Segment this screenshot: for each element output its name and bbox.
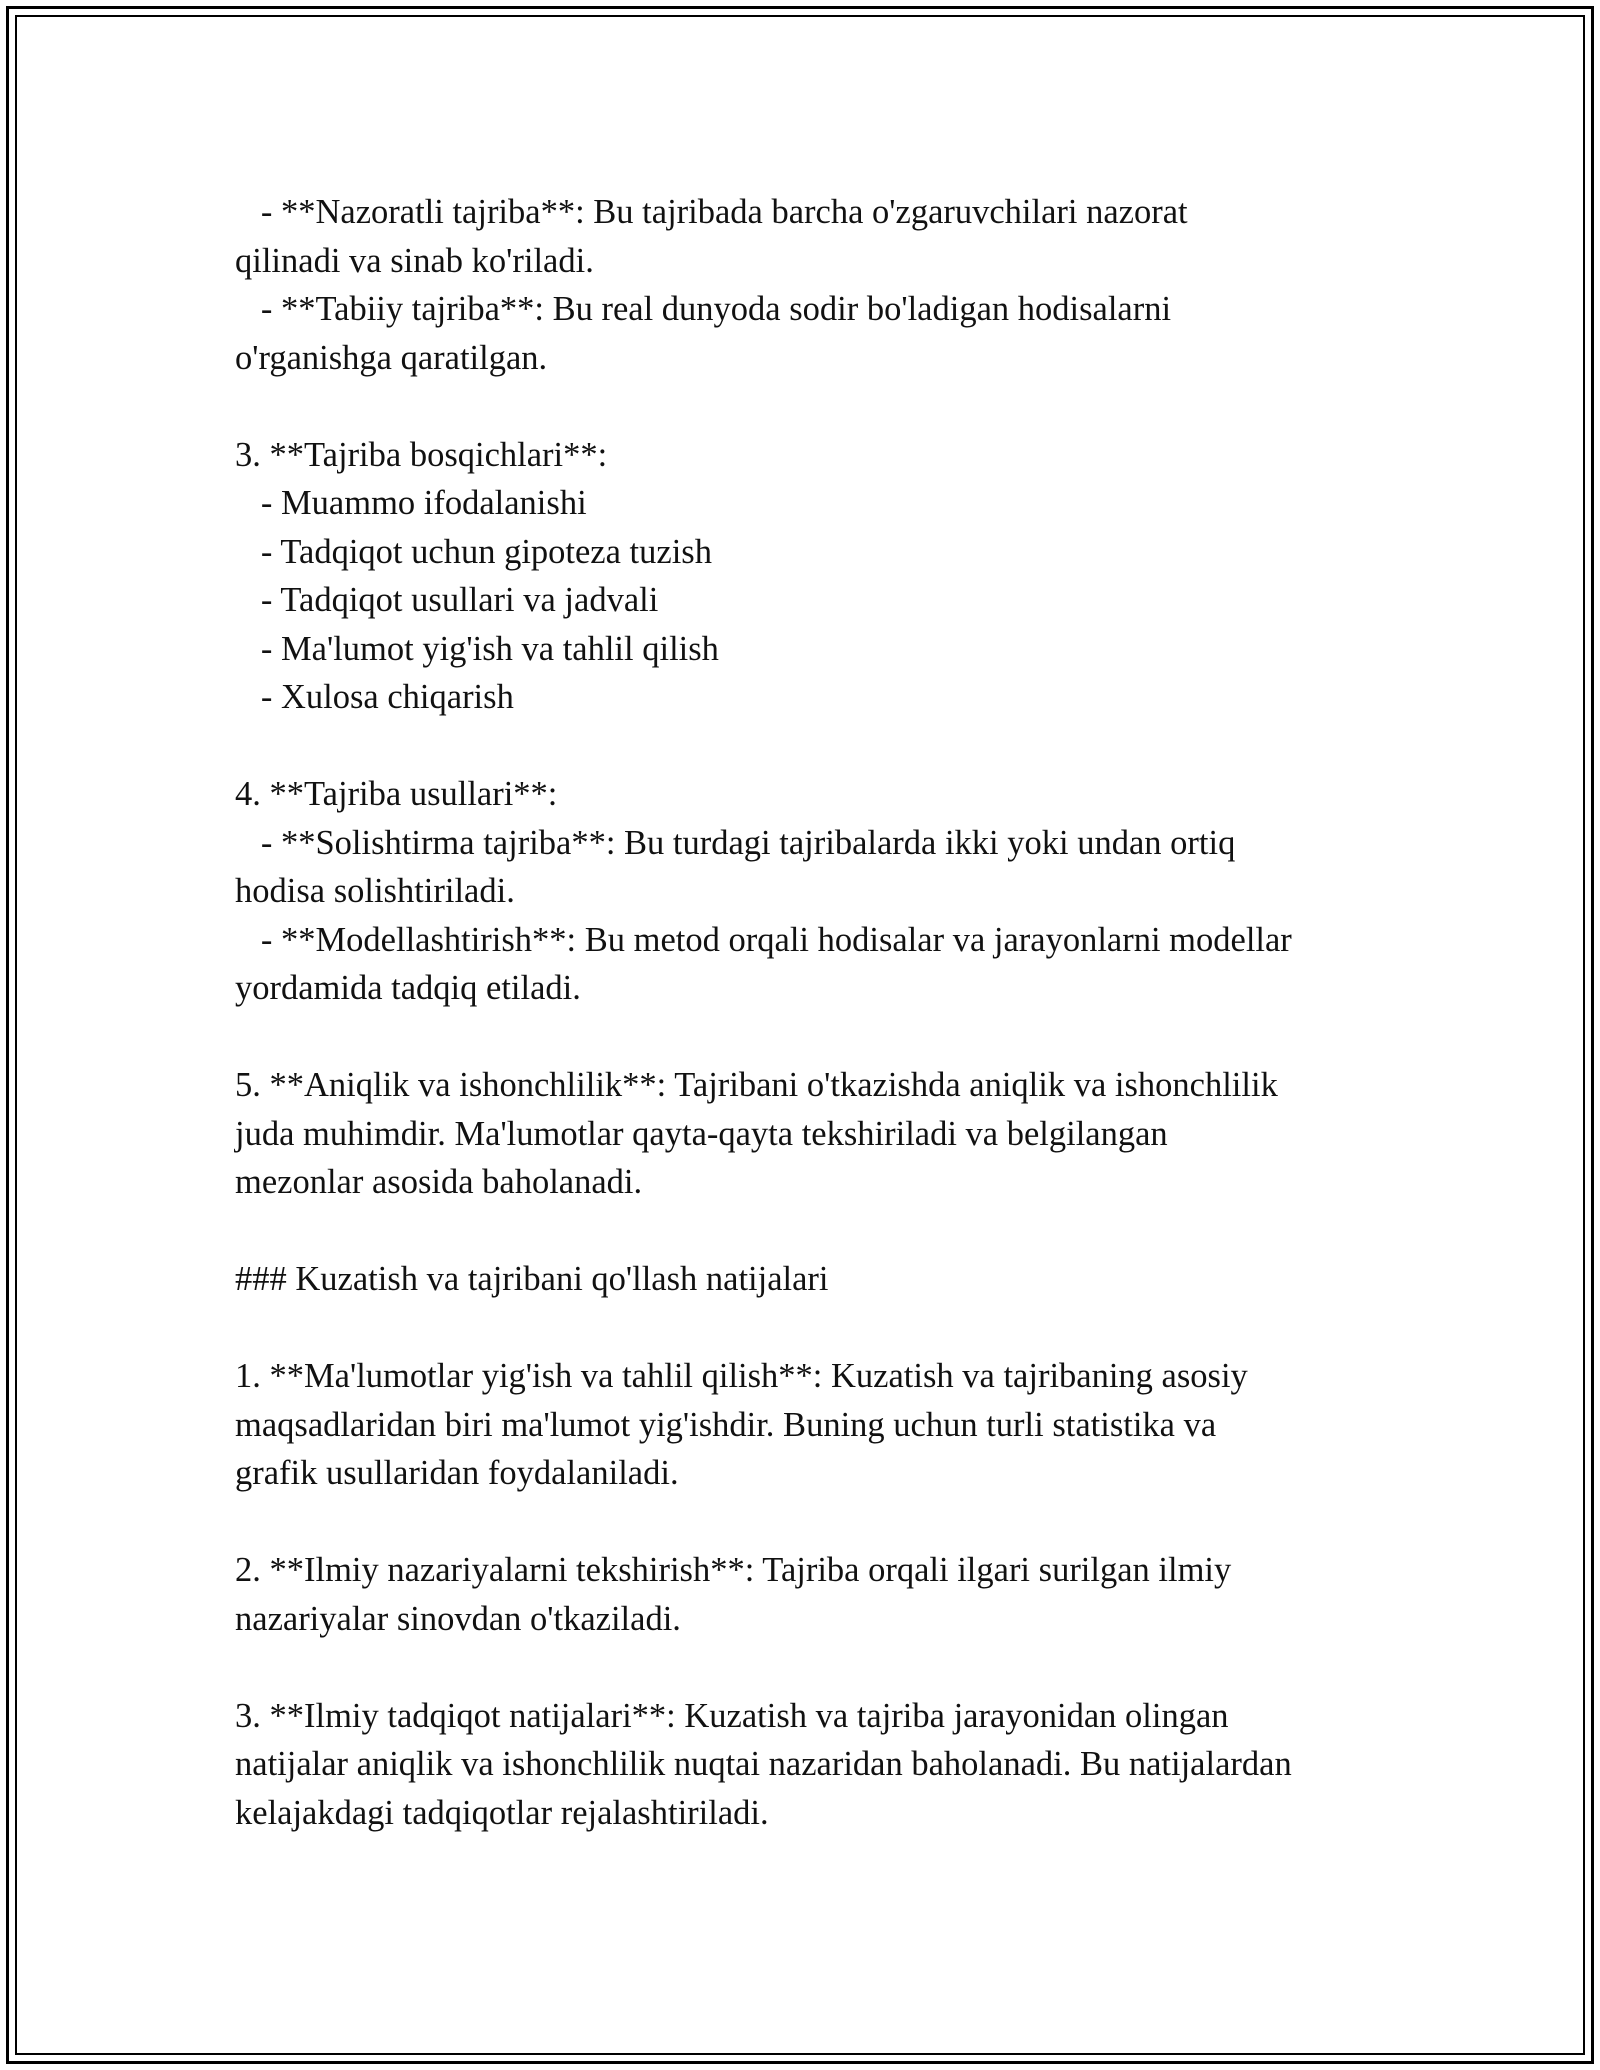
text-line: nazariyalar sinovdan o'tkaziladi. [235, 1599, 681, 1638]
subheading: ### Kuzatish va tajribani qo'llash natijalari [235, 1260, 829, 1298]
text-line: - **Solishtirma tajriba**: Bu turdagi tajribalarda ikki yoki undan ortiq [235, 823, 1236, 862]
section-heading: 3. **Tajriba bosqichlari**: [235, 435, 608, 474]
text-line: 3. **Ilmiy tadqiqot natijalari**: Kuzatish va tajriba jarayonidan olingan [235, 1696, 1229, 1735]
text-line: - **Nazoratli tajriba**: Bu tajribada barcha o'zgaruvchilari nazorat [235, 193, 1188, 231]
text-line: maqsadlaridan biri ma'lumot yig'ishdir. Buning uchun turli statistika va [235, 1405, 1217, 1444]
list-item: - Muammo ifodalanishi [235, 484, 587, 522]
blank-line [235, 1643, 1375, 1692]
text-line: natijalar aniqlik va ishonchlilik nuqtai nazaridan baholanadi. Bu natijalardan [235, 1745, 1292, 1783]
text-line: - **Modellashtirish**: Bu metod orqali hodisalar va jarayonlarni modellar [235, 920, 1292, 959]
blank-line [235, 1207, 1375, 1256]
text-line: hodisa solishtiriladi. [235, 872, 515, 910]
text-line: mezonlar asosida baholanadi. [235, 1163, 643, 1201]
list-item: - Tadqiqot usullari va jadvali [235, 581, 659, 619]
blank-line [235, 1498, 1375, 1547]
section-heading: 4. **Tajriba usullari**: [235, 775, 558, 813]
text-line: 2. **Ilmiy nazariyalarni tekshirish**: Tajriba orqali ilgari surilgan ilmiy [235, 1551, 1232, 1589]
blank-line [235, 1013, 1375, 1062]
blank-line [235, 382, 1375, 431]
text-line: - **Tabiiy tajriba**: Bu real dunyoda sodir bo'ladigan hodisalarni [235, 290, 1172, 328]
blank-line [235, 1304, 1375, 1353]
document-body [235, 188, 1375, 1837]
text-line: 5. **Aniqlik va ishonchlilik**: Tajribani o'tkazishda aniqlik va ishonchlilik [235, 1066, 1278, 1104]
text-line: o'rganishga qaratilgan. [235, 338, 548, 377]
text-line: grafik usullaridan foydalaniladi. [235, 1454, 679, 1492]
text-line: kelajakdagi tadqiqotlar rejalashtiriladi. [235, 1793, 769, 1832]
text-line: qilinadi va sinab ko'riladi. [235, 241, 594, 280]
list-item: - Ma'lumot yig'ish va tahlil qilish [235, 629, 719, 668]
list-item: - Tadqiqot uchun gipoteza tuzish [235, 532, 712, 571]
text-line: yordamida tadqiq etiladi. [235, 969, 581, 1007]
text-line: 1. **Ma'lumotlar yig'ish va tahlil qilish**: Kuzatish va tajribaning asosiy [235, 1357, 1248, 1395]
text-line: juda muhimdir. Ma'lumotlar qayta-qayta tekshiriladi va belgilangan [235, 1114, 1168, 1153]
blank-line [235, 722, 1375, 771]
list-item: - Xulosa chiqarish [235, 678, 514, 716]
